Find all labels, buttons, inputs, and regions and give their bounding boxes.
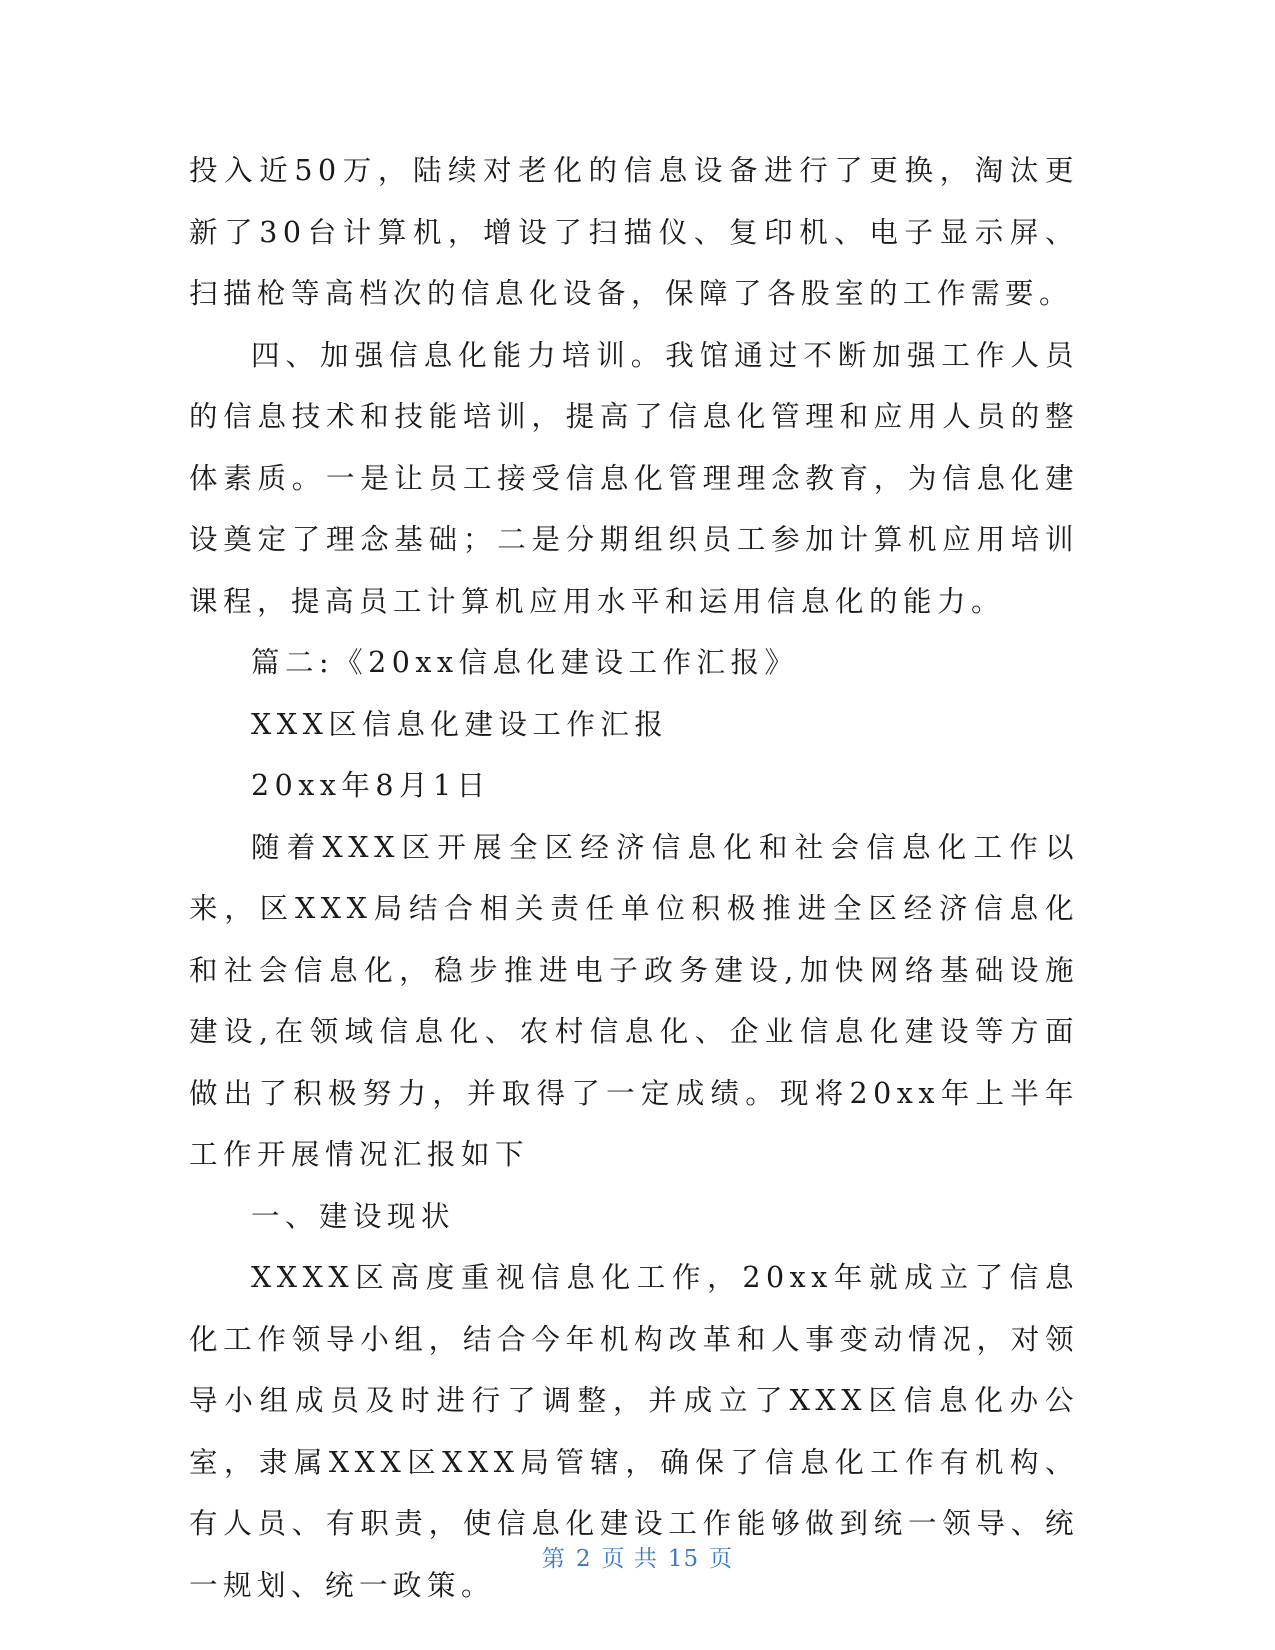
heading-construction-status: 一、建设现状 [251,1199,456,1233]
paragraph-equipment-upgrade: 投入近50万，陆续对老化的信息设备进行了更换，淘汰更新了30台计算机，增设了扫描仪、复印机、电子显示屏、扫描枪等高档次的信息化设备，保障了各股室的工作需要。 [189,154,1079,310]
current-page-number: 2 [575,1546,592,1572]
paragraph-leadership-group: XXXX区高度重视信息化工作，20xx年就成立了信息化工作领导小组，结合今年机构改革和人事变动情况，对领导小组成员及时进行了调整，并成立了XXX区信息化办公室，隶属XXX区XXX局管辖，确保了信息化工作有机构、有人员、有职责，使信息化建设工作能够做到统一领导、统一规划、统一政策。 [189,1261,1079,1602]
footer-middle: 页 共 [601,1546,658,1572]
footer-prefix: 第 [541,1546,566,1572]
document-body [189,140,1079,1616]
footer-suffix: 页 [709,1546,734,1572]
paragraph-introduction: 随着XXX区开展全区经济信息化和社会信息化工作以来，区XXX局结合相关责任单位积极推进全区经济信息化和社会信息化，稳步推进电子政务建设,加快网络基础设施建设,在领域信息化、农村信息化、企业信息化建设等方面做出了积极努力，并取得了一定成绩。现将20xx年上半年工作开展情况汇报如下 [189,830,1079,1171]
paragraph-training: 四、加强信息化能力培训。我馆通过不断加强工作人员的信息技术和技能培训，提高了信息化管理和应用人员的整体素质。一是让员工接受信息化管理理念教育，为信息化建设奠定了理念基础；二是分期组织员工参加计算机应用培训课程，提高员工计算机应用水平和运用信息化的能力。 [189,338,1079,618]
section-title-part-two: 篇二:《20xx信息化建设工作汇报》 [251,646,799,679]
page-number-footer [0,1540,1275,1573]
report-title: XXX区信息化建设工作汇报 [251,707,669,741]
report-date: 20xx年8月1日 [251,769,491,802]
total-page-number: 15 [667,1546,700,1572]
